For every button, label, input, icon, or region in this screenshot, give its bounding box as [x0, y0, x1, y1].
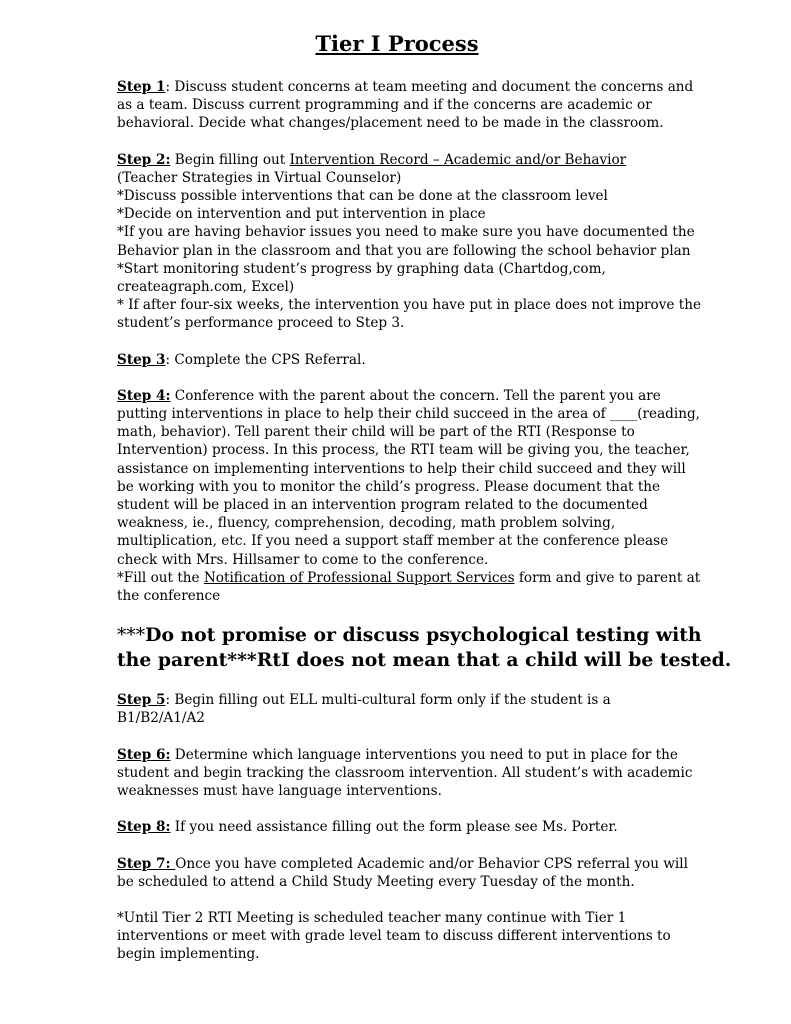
step-6-line: weaknesses must have language interventions.	[117, 783, 442, 800]
step-4-line: math, behavior). Tell parent their child will be part of the RTI (Response to	[117, 424, 635, 441]
step-4-line: the conference	[117, 588, 221, 605]
step-3-line	[117, 351, 677, 369]
notification-prefix: *Fill out the	[117, 569, 204, 586]
step-2-line: * If after four-six weeks, the intervention you have put in place does not improve the	[117, 297, 702, 314]
step-4-text: Conference with the parent about the concern. Tell the parent you are	[170, 387, 661, 404]
step-7-label: Step 7:	[117, 855, 176, 872]
tier-2-note-line: interventions or meet with grade level team to discuss different interventions to	[117, 928, 671, 945]
step-4-line: student will be placed in an intervention program related to the documented	[117, 497, 648, 514]
intervention-record-link[interactable]: Intervention Record – Academic and/or Behavior	[289, 151, 627, 168]
document-page	[117, 30, 732, 982]
step-4-label: Step 4:	[117, 387, 171, 404]
step-4-line	[117, 387, 677, 405]
step-1-line	[117, 78, 694, 96]
step-6	[117, 746, 693, 801]
step-2-line: *Decide on intervention and put intervention in place	[117, 206, 486, 223]
step-2-line: *Discuss possible interventions that can be done at the classroom level	[117, 188, 608, 205]
notification-form-link[interactable]: Notification of Professional Support Services	[203, 569, 515, 586]
step-4-line: assistance on implementing interventions to help their child succeed and they will	[117, 460, 686, 477]
step-2-line: (Teacher Strategies in Virtual Counselor)	[117, 169, 402, 186]
step-4-line: putting interventions in place to help their child succeed in the area of ____(reading,	[117, 406, 701, 423]
step-6-label: Step 6:	[117, 746, 171, 763]
step-2	[117, 151, 702, 333]
step-4-line: check with Mrs. Hillsamer to come to the conference.	[117, 551, 489, 568]
step-7-text: Once you have completed Academic and/or Behavior CPS referral you will	[175, 855, 688, 872]
step-2-line	[117, 151, 677, 169]
step-7	[117, 855, 688, 891]
step-3	[117, 351, 677, 369]
step-8-text: If you need assistance filling out the form please see Ms. Porter.	[170, 819, 618, 836]
step-2-line: *If you are having behavior issues you need to make sure you have documented the	[117, 224, 695, 241]
tier-2-note-line: begin implementing.	[117, 946, 260, 963]
tier-2-note-line: *Until Tier 2 RTI Meeting is scheduled teacher many continue with Tier 1	[117, 909, 627, 926]
notification-suffix: form and give to parent at	[514, 569, 701, 586]
step-4-notification-line	[117, 569, 701, 587]
step-2-line: createagraph.com, Excel)	[117, 279, 295, 296]
step-2-line: Behavior plan in the classroom and that you are following the school behavior plan	[117, 242, 691, 259]
step-8	[117, 818, 677, 836]
warning-line	[117, 623, 702, 648]
step-3-text: : Complete the CPS Referral.	[165, 351, 366, 368]
step-1-line: as a team. Discuss current programming and if the concerns are academic or	[117, 97, 652, 114]
step-5	[117, 691, 677, 727]
step-4-line: multiplication, etc. If you need a support staff member at the conference please	[117, 533, 669, 550]
step-5-label: Step 5	[117, 692, 166, 709]
step-5-text: : Begin filling out ELL multi-cultural form only if the student is a	[165, 692, 611, 709]
step-2-line: *Start monitoring student’s progress by graphing data (Chartdog,com,	[117, 260, 606, 277]
step-4-line: weakness, ie., fluency, comprehension, decoding, math problem solving,	[117, 515, 616, 532]
step-2-label: Step 2:	[117, 151, 171, 168]
step-5-line: B1/B2/A1/A2	[117, 710, 205, 727]
step-2-line: student’s performance proceed to Step 3.	[117, 315, 405, 332]
step-7-line: be scheduled to attend a Child Study Meeting every Tuesday of the month.	[117, 873, 635, 890]
step-2-intro: Begin filling out	[170, 151, 290, 168]
page-title: Tier I Process	[315, 31, 479, 56]
step-1-label: Step 1	[117, 79, 166, 95]
step-5-line	[117, 691, 677, 709]
warning-lead: ***	[117, 625, 146, 647]
step-4	[117, 387, 701, 605]
warning-text: Do not promise or discuss psychological testing with	[145, 624, 702, 647]
step-1	[117, 78, 694, 133]
step-7-line	[117, 855, 688, 873]
step-6-text: Determine which language interventions you need to put in place for the	[170, 746, 678, 763]
testing-warning	[117, 623, 732, 673]
step-8-label: Step 8:	[117, 819, 171, 836]
step-3-label: Step 3	[117, 351, 166, 368]
step-4-line: be working with you to monitor the child’s progress. Please document that the	[117, 478, 661, 495]
step-6-line: student and begin tracking the classroom intervention. All student’s with academic	[117, 764, 693, 781]
tier-2-note	[117, 909, 677, 964]
step-4-line: Intervention) process. In this process, the RTI team will be giving you, the teacher,	[117, 442, 690, 459]
step-8-line	[117, 818, 677, 836]
step-1-text: : Discuss student concerns at team meeting and document the concerns and	[165, 79, 694, 95]
warning-line: the parent***RtI does not mean that a child will be tested.	[117, 649, 732, 672]
step-1-line: behavioral. Decide what changes/placement need to be made in the classroom.	[117, 115, 664, 132]
step-6-line	[117, 746, 677, 764]
